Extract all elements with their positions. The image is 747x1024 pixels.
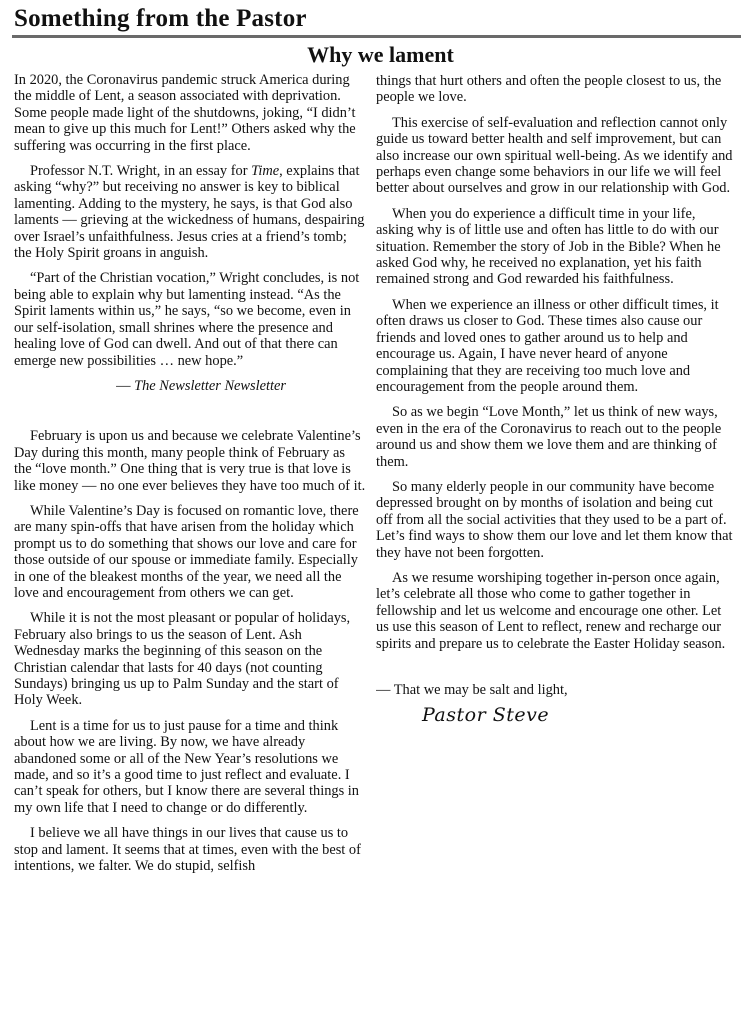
section-title: Something from the Pastor: [14, 5, 307, 32]
pastor-signature: Pastor Steve: [422, 704, 550, 727]
spacer: [14, 394, 366, 428]
paragraph: February is upon us and because we celebrate Valentine’s Day during this month, many people think of February as the “love month.” One thing that is very true is that love is like money — no one ever believes they have too much of it.: [14, 428, 366, 494]
paragraph: While Valentine’s Day is focused on romantic love, there are many spin-offs that have arisen from the holiday which prompt us to do something that shows our love and care for those outside of our spouse or immediate family. Especially in one of the bleakest months of the year, we need all the love and encouragement from others we can get.: [14, 502, 359, 601]
paragraph-text: Professor N.T. Wright, in an essay for: [30, 163, 252, 180]
left-column: [14, 72, 366, 1024]
publication-name: Time: [251, 163, 280, 180]
closing-line: — That we may be salt and light,: [376, 682, 568, 698]
paragraph: In 2020, the Coronavirus pandemic struck America during the middle of Lent, a season associated with deprivation. Some people made light of the shutdowns, joking, “I didn’t mean to give up this much for Lent!” Others asked why the suffering was occurring in the first place.: [14, 72, 356, 154]
article-title: Why we lament: [307, 42, 454, 67]
paragraph: “Part of the Christian vocation,” Wright concludes, is not being able to explain why but lamenting instead. “As the Spirit laments within us,” he says, “so we become, even in our self-isolation, small shrines where the presence and healing love of God can dwell. And out of that there can emerge new possibilities … new hope.”: [14, 270, 360, 369]
paragraph: [14, 163, 366, 261]
paragraph: This exercise of self-evaluation and reflection cannot only guide us toward better health and self improvement, but can also increase our own spiritual well-being. As we identify and perhaps even change some behaviors in our life we will feel better about ourselves and grow in our relationship with God.: [376, 114, 733, 197]
paragraph: I believe we all have things in our lives that cause us to stop and lament. It seems that at times, even with the best of intentions, we falter. We do stupid, selfish: [14, 825, 361, 875]
quote-attribution: [14, 378, 286, 394]
paragraph: So as we begin “Love Month,” let us think of new ways, even in the era of the Coronavirus to reach out to the people around us and show them we love them and are thinking of them.: [376, 404, 722, 470]
section-header: [12, 3, 741, 38]
paragraph: While it is not the most pleasant or popular of holidays, February also brings to us the season of Lent. Ash Wednesday marks the beginning of this season on the Christian calendar that lasts for 40 days (not counting Sundays) bringing us up to Palm Sunday and the start of Holy Week.: [14, 610, 351, 709]
paragraph-continuation: things that hurt others and often the people closest to us, the people we love.: [376, 73, 722, 106]
paragraph-text: , explains that asking “why?” but receiving no answer is key to biblical lamenting. Adding to the mystery, he says, is that God also laments — grieving at the wickedness of humans, despairing over Israel’s unfaithfulness. Jesus cries at a friend’s tomb; the Holy Spirit groans in anguish.: [14, 163, 365, 262]
paragraph: As we resume worshiping together in-person once again, let’s celebrate all those who come to gather together in fellowship and let us welcome and encourage one other. Let us use this season of Lent to reflect, renew and recharge our spirits and prepare us to celebrate the Easter Holiday season.: [376, 569, 726, 652]
right-column: [376, 73, 733, 1024]
paragraph: Lent is a time for us to just pause for a time and think about how we are living. By now, we have already abandoned some or all of the New Year’s resolutions we made, and so it’s a good time to just reflect and evaluate. I can’t speak for others, but I know there are several things in my own life that I need to change or do differently.: [14, 717, 359, 816]
paragraph: When you do experience a difficult time in your life, asking why is of little use and often has little to do with our situation. Remember the story of Job in the Bible? When he asked God why, he received no explanation, yet his faith remained strong and God rewarded his faithfulness.: [376, 205, 721, 288]
attribution-source: The Newsletter Newsletter: [134, 377, 286, 394]
paragraph: So many elderly people in our community have become depressed brought on by months of isolation and being cut off from all the social activities that they used to be a part of. Let’s find ways to show them our love and let them know that they have not been forgotten.: [376, 478, 733, 561]
paragraph: When we experience an illness or other difficult times, it often draws us closer to God. These times also cause our friends and loved ones to gather around us to help and encourage us. Again, I have never heard of anyone complaining that they are receiving too much love and encouragement from the people around them.: [376, 296, 719, 395]
attribution-dash: —: [116, 377, 135, 394]
